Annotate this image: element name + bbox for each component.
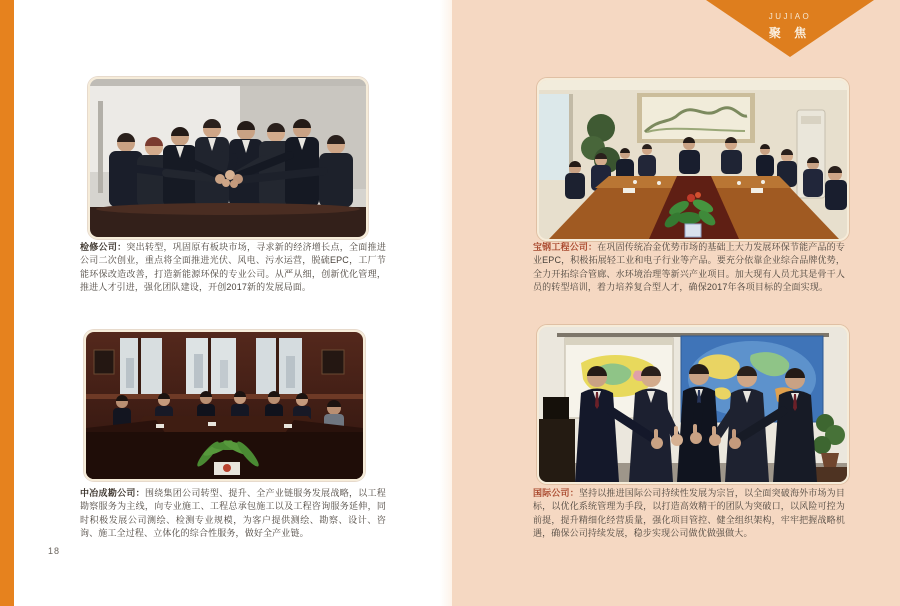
thumbs-up-maps-photo — [537, 325, 849, 484]
caption-baogang — [533, 241, 845, 294]
caption-jianxiu-body: 突出转型，巩固原有板块市场，寻求新的经济增长点，全面推进公司二次创业，重点将全面推进光伏、风电、污水运营，脱硫EPC，工厂节能环保改造改善，打造新能源环保的专业公司。从严从细，创新优化管理，推进人才引进，强化团队建设，开创2017新的发展局面。 — [80, 242, 386, 292]
boardroom-meeting-photo — [84, 330, 365, 481]
caption-zhongye-body: 围绕集团公司转型、提升、全产业链服务发展战略，以工程勘察服务为主线，向专业施工、工程总承包施工以及工程咨询服务延伸，同时积极发展公司测绘、检测专业规模，为客户提供测绘、勘察、设计、咨询、施工全过程、立体化的综合性服务，做好全产业链。 — [80, 488, 386, 538]
caption-zhongye — [80, 487, 386, 540]
page-number: 18 — [48, 546, 61, 556]
caption-guoji — [533, 487, 845, 540]
caption-jianxiu-heading: 检修公司： — [80, 242, 127, 252]
focus-section-banner — [706, 0, 874, 58]
caption-jianxiu — [80, 241, 386, 294]
banner-title-zh: 聚 焦 — [768, 26, 812, 40]
team-hands-stack-photo-illustration — [90, 79, 366, 237]
caption-baogang-body: 在巩固传统冶金优势市场的基础上大力发展环保节能产品的专业EPC，积极拓展轻工业和电子行业等产品。要充分依靠企业综合品牌优势，全力开拓综合管廊、水环境治理等新兴产业项目。加大现有人员尤其是骨干人员的转型培训，着力培养复合型人才，确保2017年各项目标的全面实现。 — [533, 242, 845, 292]
caption-guoji-heading: 国际公司： — [533, 488, 579, 498]
caption-guoji-body: 坚持以推进国际公司持续性发展为宗旨，以全面突破海外市场为目标，以优化系统管理为手段，以打造高效精干的团队为突破口，以风险可控为前提，提升精细化经营质量，强化项目管控、健全组织架构，牢牢把握战略机遇，确保公司持续发展，稳步实现公司做优做强做大。 — [533, 488, 845, 538]
boardroom-meeting-photo-illustration — [86, 332, 363, 479]
conference-meeting-photo — [537, 78, 849, 241]
caption-baogang-heading: 宝钢工程公司： — [533, 242, 598, 252]
banner-title-en: JUJIAO — [768, 12, 812, 21]
left-orange-spine — [0, 0, 14, 606]
caption-zhongye-heading: 中冶成勘公司： — [80, 488, 145, 498]
team-hands-stack-photo — [88, 77, 368, 239]
thumbs-up-maps-photo-illustration — [539, 327, 847, 482]
conference-meeting-photo-illustration — [539, 80, 847, 239]
